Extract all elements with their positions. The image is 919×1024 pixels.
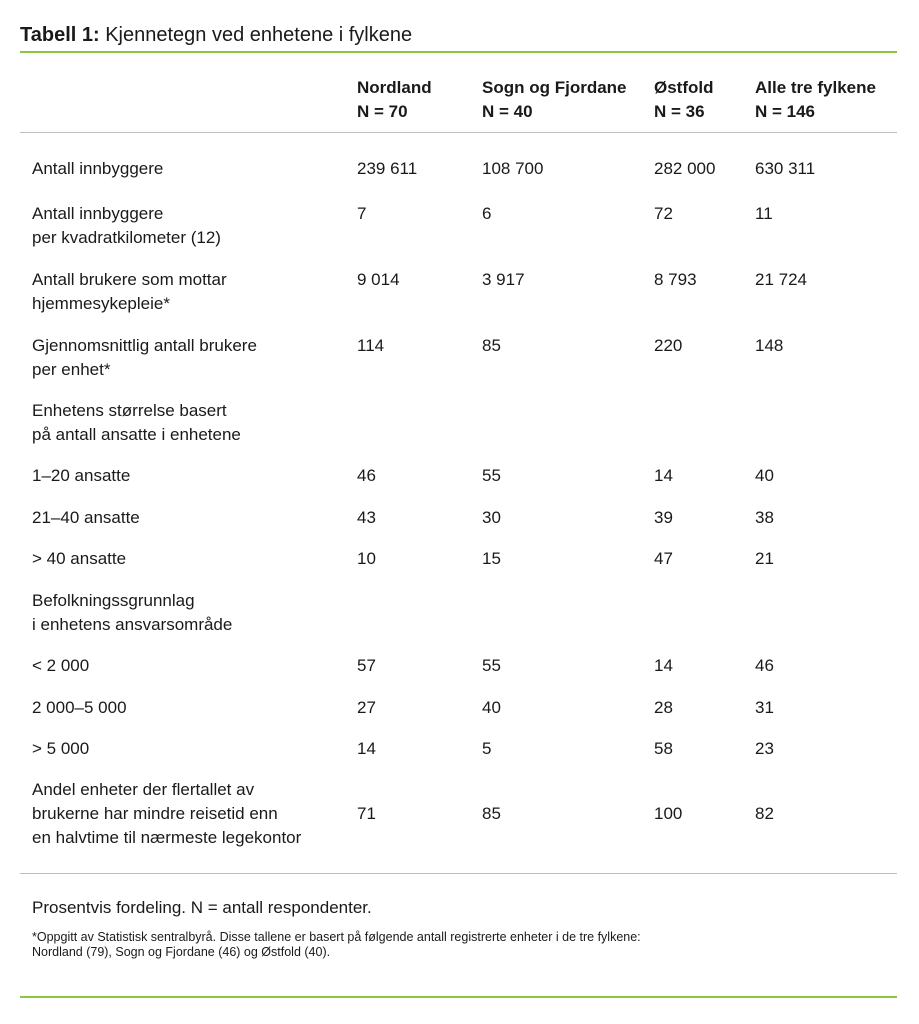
table-cell: 55 xyxy=(482,466,501,485)
table-cell: 108 700 xyxy=(482,159,544,178)
table-cell: 11 xyxy=(755,204,773,223)
table-cell: 82 xyxy=(755,804,774,823)
row-label-line: brukerne har mindre reisetid enn xyxy=(32,804,278,823)
row-label xyxy=(32,464,130,488)
table-cell: 100 xyxy=(654,804,683,823)
row-label xyxy=(32,547,126,571)
row-label xyxy=(32,399,241,447)
table-cell: 6 xyxy=(482,204,492,223)
row-label xyxy=(32,737,89,761)
row-label xyxy=(32,334,257,382)
row-label-line: per kvadratkilometer (12) xyxy=(32,228,221,247)
table-cell: 28 xyxy=(654,698,673,717)
table-cell: 38 xyxy=(755,508,774,527)
column-header-n: N = 70 xyxy=(357,102,408,121)
row-label-line: Andel enheter der flertallet av xyxy=(32,780,255,799)
row-label-line: per enhet* xyxy=(32,360,111,379)
table-cell: 3 917 xyxy=(482,270,525,289)
row-label xyxy=(32,506,140,530)
table-cell: 21 724 xyxy=(755,270,807,289)
table-cell: 14 xyxy=(654,656,673,675)
table-cell: 27 xyxy=(357,698,376,717)
column-header-n: N = 40 xyxy=(482,102,533,121)
row-label xyxy=(32,157,163,181)
table-note: Prosentvis fordeling. N = antall respondenter. xyxy=(32,898,372,917)
table-cell: 46 xyxy=(755,656,774,675)
row-label-line: Enhetens størrelse basert xyxy=(32,401,227,420)
row-label-line: > 40 ansatte xyxy=(32,549,127,568)
row-label xyxy=(32,696,127,720)
table-cell: 239 611 xyxy=(357,159,418,178)
table-cell: 40 xyxy=(755,466,774,485)
top-green-rule xyxy=(20,51,897,53)
table-footnote xyxy=(32,930,892,960)
column-header-name: Alle tre fylkene xyxy=(755,78,876,97)
column-header-name: Østfold xyxy=(654,78,714,97)
table-cell: 30 xyxy=(482,508,501,527)
column-header-name: Sogn og Fjordane xyxy=(482,78,627,97)
column-header-sogn-og-fjordane xyxy=(482,76,627,124)
row-label-line: 1–20 ansatte xyxy=(32,466,131,485)
table-cell: 21 xyxy=(755,549,774,568)
table-cell: 630 311 xyxy=(755,159,816,178)
column-header-name: Nordland xyxy=(357,78,432,97)
row-label-line: 2 000–5 000 xyxy=(32,698,127,717)
row-label-line: Antall innbyggere xyxy=(32,159,164,178)
table-cell: 148 xyxy=(755,336,784,355)
table-title-label: Tabell 1: xyxy=(20,24,100,46)
table-cell: 5 xyxy=(482,739,492,758)
table-cell: 55 xyxy=(482,656,501,675)
row-label-line: < 2 000 xyxy=(32,656,90,675)
row-label-line: Antall innbyggere xyxy=(32,204,164,223)
table-cell: 282 000 xyxy=(654,159,716,178)
header-divider xyxy=(20,132,897,133)
row-label xyxy=(32,268,227,316)
column-header-alle-tre-fylkene xyxy=(755,76,876,124)
column-header-n: N = 146 xyxy=(755,102,816,121)
row-label-line: Antall brukere som mottar xyxy=(32,270,227,289)
table-cell: 7 xyxy=(357,204,367,223)
table-cell: 40 xyxy=(482,698,501,717)
table-cell: 15 xyxy=(482,549,501,568)
table-cell: 220 xyxy=(654,336,683,355)
row-label-line: > 5 000 xyxy=(32,739,90,758)
table-cell: 57 xyxy=(357,656,376,675)
row-label-line: en halvtime til nærmeste legekontor xyxy=(32,828,302,847)
table-cell: 10 xyxy=(357,549,376,568)
row-label-line: hjemmesykepleie* xyxy=(32,294,170,313)
row-label-line: i enhetens ansvarsområde xyxy=(32,615,233,634)
column-header-n: N = 36 xyxy=(654,102,705,121)
row-label-line: på antall ansatte i enhetene xyxy=(32,425,241,444)
footnote-line: Nordland (79), Sogn og Fjordane (46) og Østfold (40). xyxy=(32,945,331,959)
table-cell: 72 xyxy=(654,204,673,223)
table-cell: 43 xyxy=(357,508,376,527)
row-label xyxy=(32,202,221,250)
column-header-nordland xyxy=(357,76,432,124)
row-label-line: Befolkningssgrunnlag xyxy=(32,591,195,610)
column-header-ostfold xyxy=(654,76,714,124)
table-cell: 71 xyxy=(357,804,376,823)
table-cell: 46 xyxy=(357,466,376,485)
table-cell: 39 xyxy=(654,508,673,527)
table-title-text: Kjennetegn ved enhetene i fylkene xyxy=(99,24,413,46)
table-cell: 47 xyxy=(654,549,673,568)
footnote-line: *Oppgitt av Statistisk sentralbyrå. Disse tallene er basert på følgende antall registrerte enheter i de tre fylkene: xyxy=(32,930,641,944)
row-label-line: Gjennomsnittlig antall brukere xyxy=(32,336,257,355)
bottom-green-rule xyxy=(20,996,897,998)
row-label xyxy=(32,654,89,678)
table-cell: 31 xyxy=(755,698,774,717)
row-label xyxy=(32,589,232,637)
table-cell: 58 xyxy=(654,739,673,758)
table-cell: 85 xyxy=(482,804,501,823)
table-cell: 9 014 xyxy=(357,270,400,289)
table-cell: 23 xyxy=(755,739,774,758)
table-cell: 14 xyxy=(357,739,376,758)
table-cell: 85 xyxy=(482,336,501,355)
table-cell: 14 xyxy=(654,466,673,485)
table-bottom-divider xyxy=(20,873,897,874)
table-cell: 114 xyxy=(357,336,385,355)
table-title xyxy=(20,22,412,48)
table-cell: 8 793 xyxy=(654,270,697,289)
row-label-line: 21–40 ansatte xyxy=(32,508,140,527)
row-label xyxy=(32,778,301,850)
